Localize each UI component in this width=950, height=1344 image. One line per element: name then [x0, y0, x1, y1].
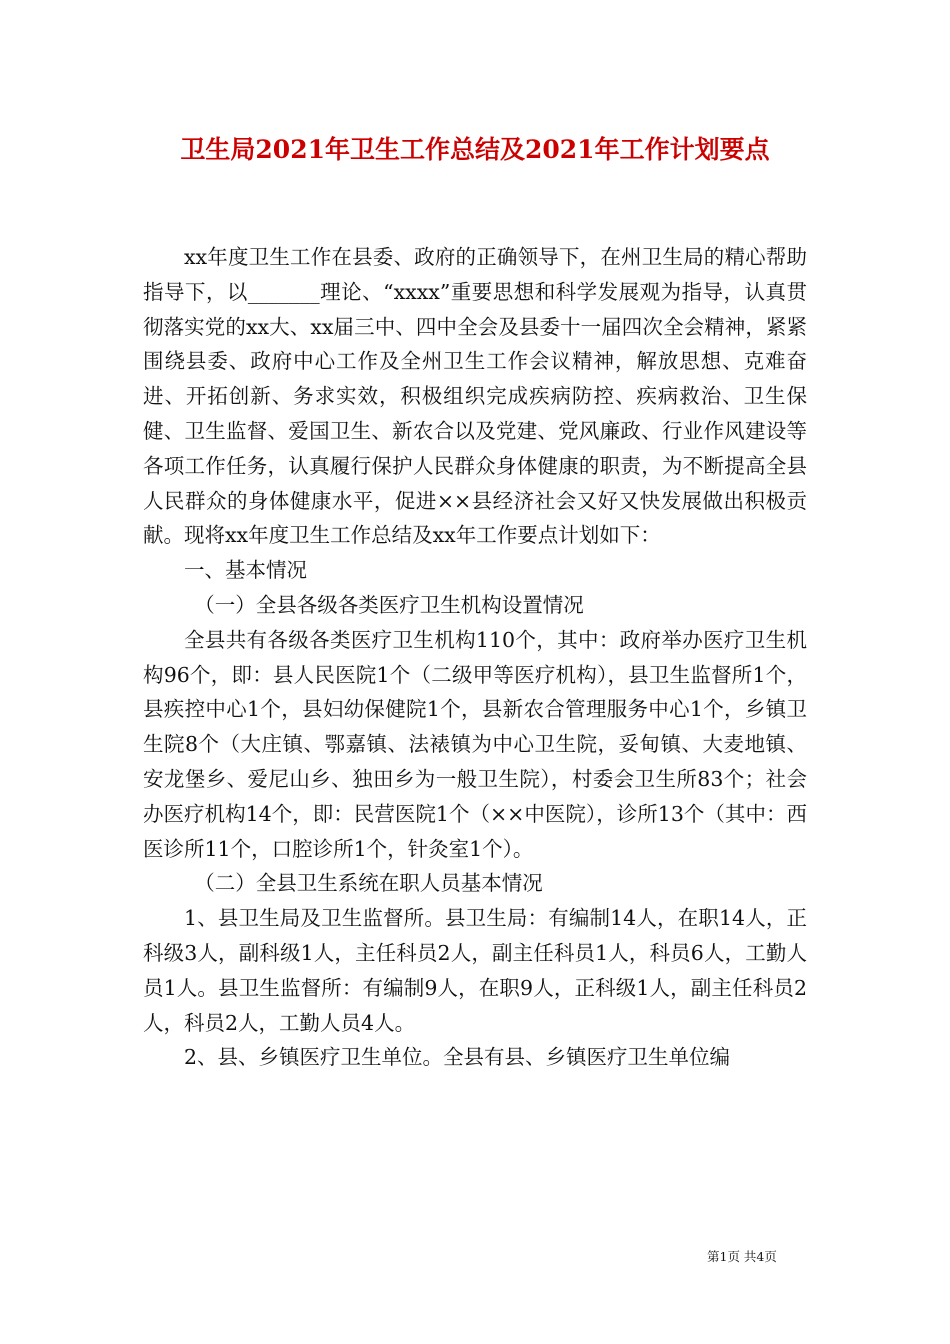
- subsection-heading-institutions: （一）全县各级各类医疗卫生机构设置情况: [194, 592, 584, 617]
- document-title: 卫生局2021年卫生工作总结及2021年工作计划要点: [180, 135, 770, 164]
- paragraph-county-township-units: 2、县、乡镇医疗卫生单位。全县有县、乡镇医疗卫生单位编: [184, 1045, 731, 1070]
- section-heading-basic-situation: 一、基本情况: [184, 558, 307, 583]
- paragraph-health-bureau-staff: 1、县卫生局及卫生监督所。县卫生局：有编制14人，在职14人，正科级3人，副科级1人，主任科员2人，副主任科员1人，科员6人，工勤人员1人。县卫生监督所：有编制9人，在职9人，正科级1人，副主任科员2人，科员2人，工勤人员4人。: [143, 906, 807, 1035]
- paragraph-institutions: 全县共有各级各类医疗卫生机构110个，其中：政府举办医疗卫生机构96个，即：县人民医院1个（二级甲等医疗机构），县卫生监督所1个，县疾控中心1个，县妇幼保健院1个，县新农合管理服务中心1个，乡镇卫生院8个（大庄镇、鄂嘉镇、法裱镇为中心卫生院，妥甸镇、大麦地镇、安龙堡乡、爱尼山乡、独田乡为一般卫生院），村委会卫生所83个；社会办医疗机构14个，即：民营医院1个（××中医院），诊所13个（其中：西医诊所11个，口腔诊所1个，针灸室1个）。: [143, 627, 807, 861]
- subsection-heading-staff: （二）全县卫生系统在职人员基本情况: [194, 871, 543, 896]
- page-number-footer: 第1页 共4页: [707, 1249, 777, 1264]
- paragraph-intro: xx年度卫生工作在县委、政府的正确领导下，在州卫生局的精心帮助指导下，以_______理论、“xxxx”重要思想和科学发展观为指导，认真贯彻落实党的xx大、xx届三中、四中全会及县委十一届四次全会精神，紧紧围绕县委、政府中心工作及全州卫生工作会议精神，解放思想、克难奋进、开拓创新、务求实效，积极组织完成疾病防控、疾病救治、卫生保健、卫生监督、爱国卫生、新农合以及党建、党风廉政、行业作风建设等各项工作任务，认真履行保护人民群众身体健康的职责，为不断提高全县人民群众的身体健康水平，促进××县经济社会又好又快发展做出积极贡献。现将xx年度卫生工作总结及xx年工作要点计划如下：: [143, 245, 807, 548]
- document-body: [143, 240, 807, 1075]
